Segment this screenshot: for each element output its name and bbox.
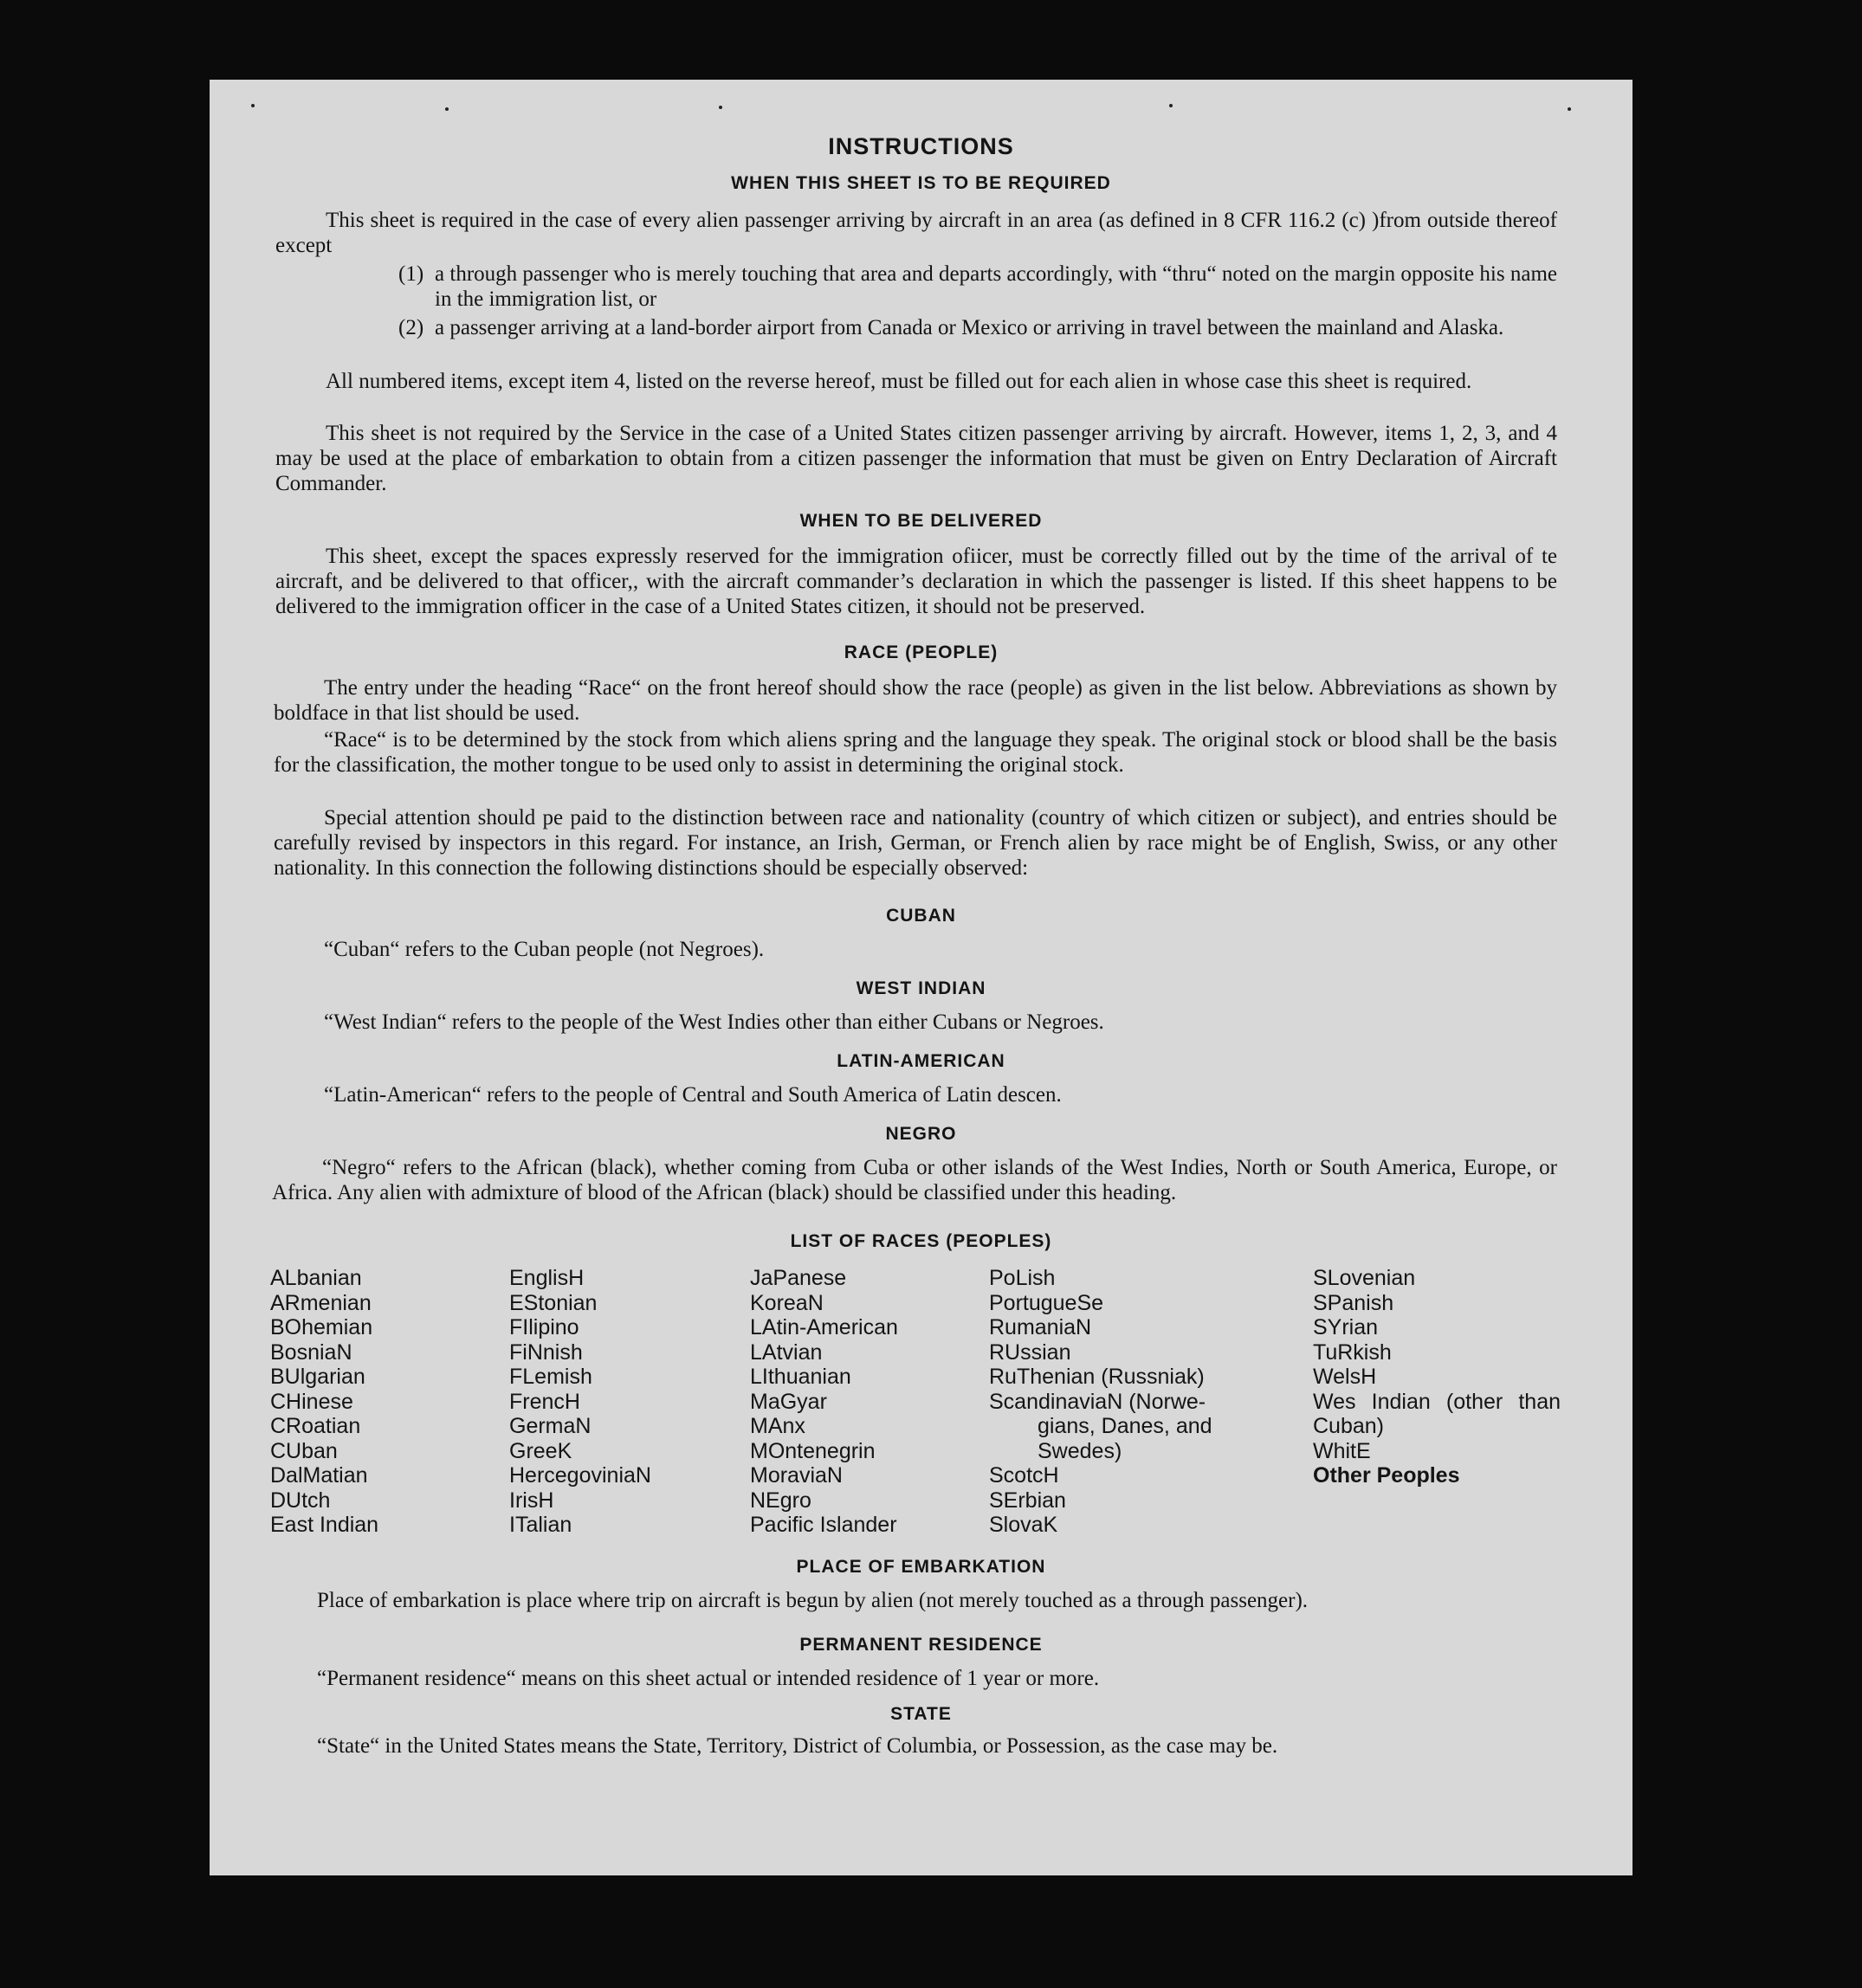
race-entry: FrencH [509, 1389, 580, 1414]
race-entry: FIlipino [509, 1315, 579, 1339]
races-column-3 [750, 1266, 898, 1538]
paragraph-race-3: Special attention should pe paid to the distinction between race and nationality (country of which citizen or subject), and entries should be carefully revised by inspectors in this regard. For instance, an Irish, German, or French alien by race might be of English, Swiss, or any other nationality. In this connection the following distinctions should be especially observed: [274, 806, 1557, 880]
race-entry: ScotcH [989, 1463, 1059, 1488]
item-text: a through passenger who is merely touching that area and departs accordingly, with “thru“ noted on the margin opposite his name in the immigration list, or [435, 262, 1557, 311]
race-entry: East Indian [270, 1513, 379, 1537]
race-entry: ALbanian [270, 1266, 362, 1290]
paragraph-delivered: This sheet, except the spaces expressly reserved for the immigration ofiicer, must be correctly filled out by the time of the arrival of te aircraft, and be delivered to that officer,, with the aircraft commander’s declaration in which the passenger is listed. If this sheet happens to be delivered to the immigration officer in the case of a United States citizen, it should not be preserved. [275, 545, 1557, 618]
race-entry: IrisH [509, 1488, 554, 1513]
race-entry: Pacific Islander [750, 1513, 897, 1537]
race-entry: CRoatian [270, 1414, 361, 1438]
races-column-2 [509, 1266, 651, 1538]
scan-speck [251, 104, 255, 107]
paragraph-embarkation: Place of embarkation is place where trip on aircraft is begun by alien (not merely touched as a through passenger). [317, 1589, 1309, 1612]
race-entry: EStonian [509, 1290, 598, 1315]
race-entry: SPanish [1313, 1290, 1394, 1315]
item-number: (1) [398, 262, 424, 286]
heading-race: RACE (PEOPLE) [844, 642, 999, 662]
race-entry: RumaniaN [989, 1315, 1092, 1339]
race-entry: JaPanese [750, 1266, 847, 1290]
race-entry: RuThenian (Russniak) [989, 1365, 1205, 1389]
race-entry: FLemish [509, 1365, 592, 1389]
race-entry: SErbian [989, 1488, 1066, 1513]
heading-when-delivered: WHEN TO BE DELIVERED [799, 511, 1043, 531]
page-title: INSTRUCTIONS [828, 133, 1014, 159]
document-page [210, 80, 1632, 1875]
race-entry: GreeK [509, 1438, 572, 1463]
races-column-4 [989, 1266, 1212, 1538]
race-entry: EnglisH [509, 1266, 585, 1290]
paragraph-race-1: The entry under the heading “Race“ on the front hereof should show the race (people) as given in the list below. Abbreviations as shown by boldface in that list should be used. [274, 676, 1557, 725]
scan-speck [1169, 104, 1173, 107]
race-entry: SYrian [1313, 1315, 1379, 1339]
heading-latin-american: LATIN-AMERICAN [837, 1051, 1005, 1071]
heading-embarkation: PLACE OF EMBARKATION [796, 1557, 1046, 1577]
race-entry: LIthuanian [750, 1365, 851, 1389]
list-item-exception-1 [398, 261, 1557, 312]
race-entry-continuation: Swedes) [1038, 1438, 1122, 1463]
scan-speck [719, 106, 722, 109]
race-entry: PoLish [989, 1266, 1056, 1290]
race-entry: MoraviaN [750, 1463, 843, 1488]
paragraph-required-3: This sheet is not required by the Service in the case of a United States citizen passenger arriving by aircraft. However, items 1, 2, 3, and 4 may be used at the place of embarkation to obtain from a citizen passenger the information that must be given on Entry Declaration of Aircraft Commander. [275, 422, 1557, 495]
race-entry: MaGyar [750, 1389, 827, 1414]
race-entry: PortugueSe [989, 1290, 1104, 1315]
heading-list-of-races: LIST OF RACES (PEOPLES) [790, 1231, 1052, 1251]
race-entry: TuRkish [1313, 1339, 1392, 1365]
race-entry: CUban [270, 1438, 338, 1463]
race-entry: ARmenian [270, 1290, 372, 1315]
item-text: a passenger arriving at a land-border airport from Canada or Mexico or arriving in travel between the mainland and Alaska. [435, 316, 1504, 339]
race-entry: Wes Indian (other than Cuban) [1313, 1389, 1561, 1438]
heading-negro: NEGRO [885, 1124, 957, 1144]
race-entry: LAtin-American [750, 1315, 898, 1339]
race-entry: MOntenegrin [750, 1438, 876, 1463]
race-entry: SlovaK [989, 1513, 1058, 1537]
race-entry: GermaN [509, 1414, 592, 1438]
race-entry: ITalian [509, 1513, 572, 1537]
race-entry: RUssian [989, 1339, 1071, 1365]
race-entry: SLovenian [1313, 1266, 1416, 1290]
races-column-1 [270, 1266, 378, 1538]
race-entry: NEgro [750, 1488, 811, 1513]
race-entry: CHinese [270, 1389, 353, 1414]
list-item-exception-2 [398, 315, 1557, 340]
paragraph-required-1: This sheet is required in the case of every alien passenger arriving by aircraft in an area (as defined in 8 CFR 116.2 (c) )from outside thereof except [275, 209, 1557, 257]
race-entry: BOhemian [270, 1315, 373, 1339]
paragraph-required-2: All numbered items, except item 4, listed on the reverse hereof, must be filled out for each alien in whose case this sheet is required. [326, 370, 1472, 393]
races-list [270, 1266, 1587, 1537]
race-entry: BUlgarian [270, 1365, 365, 1389]
race-entry: LAtvian [750, 1339, 823, 1365]
heading-west-indian: WEST INDIAN [856, 978, 986, 998]
heading-cuban: CUBAN [886, 906, 956, 926]
race-entry: DUtch [270, 1488, 331, 1513]
scan-speck [1568, 107, 1571, 111]
paragraph-state: “State“ in the United States means the State, Territory, District of Columbia, or Possession, as the case may be. [317, 1734, 1278, 1758]
paragraph-race-2: “Race“ is to be determined by the stock from which aliens spring and the language they speak. The original stock or blood shall be the basis for the classification, the mother tongue to be used only to assist in determining the original stock. [274, 728, 1557, 777]
paragraph-negro: “Negro“ refers to the African (black), whether coming from Cuba or other islands of the West Indies, North or South America, Europe, or Africa. Any alien with admixture of blood of the African (black) should be classified under this heading. [272, 1156, 1557, 1204]
scan-speck [445, 107, 449, 111]
race-entry: FiNnish [509, 1339, 583, 1365]
race-entry: WelsH [1313, 1365, 1377, 1389]
item-number: (2) [398, 316, 424, 339]
paragraph-residence: “Permanent residence“ means on this sheet actual or intended residence of 1 year or more. [317, 1667, 1100, 1690]
race-entry-continuation: gians, Danes, and [1038, 1414, 1212, 1438]
races-column-5 [1313, 1266, 1561, 1488]
heading-when-required: WHEN THIS SHEET IS TO BE REQUIRED [731, 173, 1111, 193]
race-entry: BosniaN [270, 1339, 352, 1365]
race-entry: WhitE [1313, 1438, 1371, 1463]
race-entry: ScandinaviaN (Norwe- [989, 1389, 1206, 1414]
race-entry: Other Peoples [1313, 1463, 1460, 1488]
heading-residence: PERMANENT RESIDENCE [799, 1635, 1043, 1655]
race-entry: DalMatian [270, 1463, 368, 1488]
paragraph-latin-american: “Latin-American“ refers to the people of Central and South America of Latin descen. [324, 1083, 1062, 1107]
paragraph-cuban: “Cuban“ refers to the Cuban people (not Negroes). [324, 938, 765, 961]
race-entry: HercegoviniaN [509, 1463, 651, 1488]
race-entry: KoreaN [750, 1290, 824, 1315]
heading-state: STATE [890, 1704, 952, 1724]
race-entry: MAnx [750, 1414, 805, 1438]
paragraph-west-indian: “West Indian“ refers to the people of the West Indies other than either Cubans or Negroes. [324, 1010, 1104, 1034]
